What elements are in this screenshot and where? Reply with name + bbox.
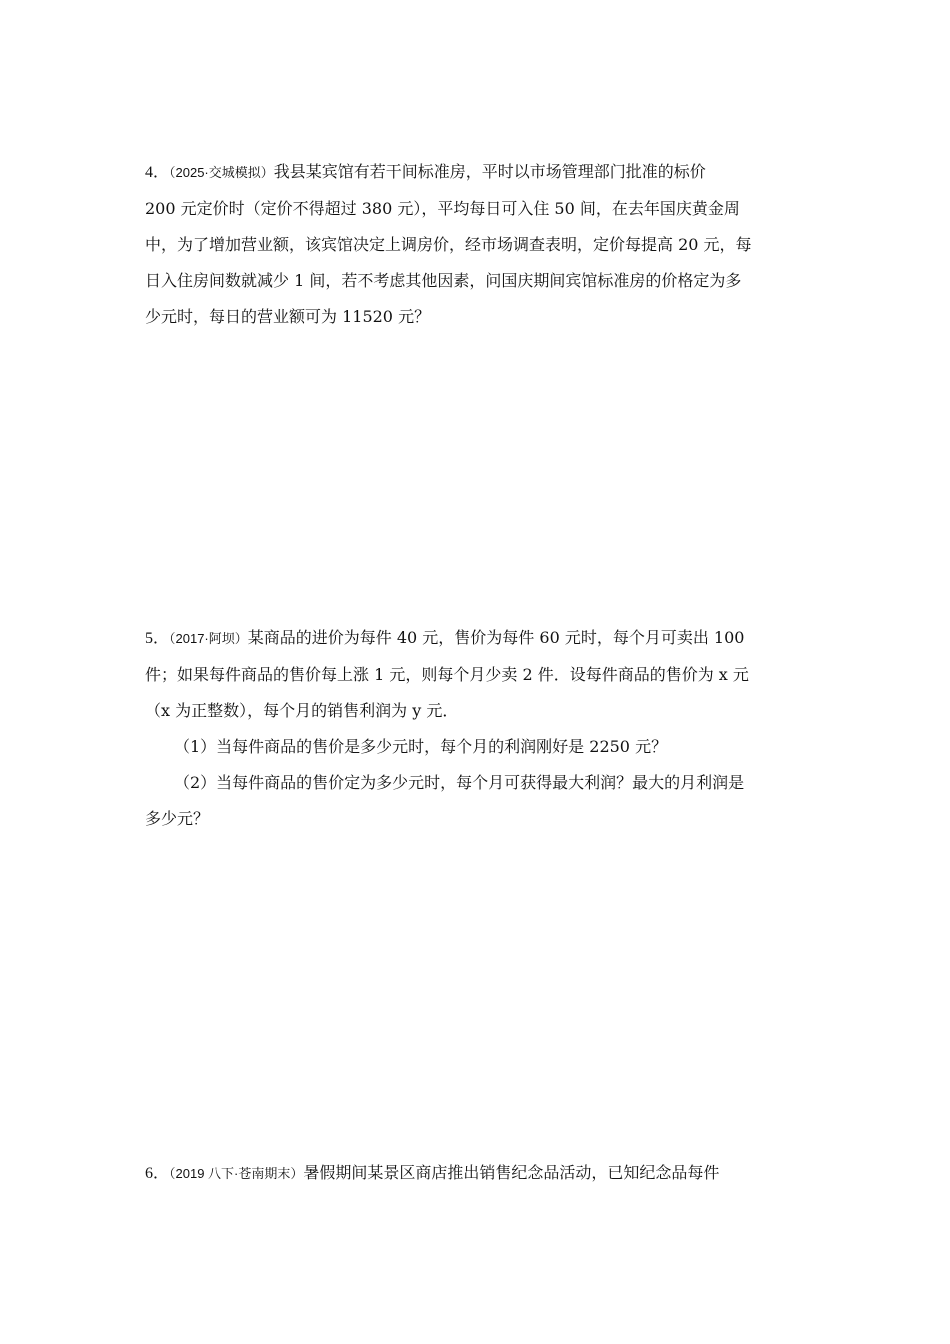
question-number: 6．: [145, 1165, 170, 1182]
question-number: 5．: [145, 630, 170, 647]
question-5: [145, 620, 805, 837]
question-4-line-1: [145, 154, 805, 191]
question-text: 暑假期间某景区商店推出销售纪念品活动，已知纪念品每件: [303, 1163, 720, 1182]
question-source: （2019 八下·苍南期末）: [169, 1166, 304, 1181]
question-text: 某商品的进价为每件 40 元，售价为每件 60 元时，每个月可卖出 100: [247, 628, 745, 647]
question-5-subquestion-1: （1）当每件商品的售价是多少元时，每个月的利润刚好是 2250 元？: [174, 737, 668, 756]
question-5-subquestion-2-line-1: （2）当每件商品的售价定为多少元时，每个月可获得最大利润？最大的月利润是: [174, 773, 745, 792]
question-4-line-2: 200 元定价时（定价不得超过 380 元），平均每日可入住 50 间，在去年国庆黄金周: [145, 199, 740, 218]
question-5-subquestion-2-line-2: 多少元？: [145, 809, 210, 828]
question-source: （2025·交城模拟）: [169, 165, 274, 180]
question-source: （2017·阿坝）: [169, 631, 248, 646]
question-4-line-5: 少元时，每日的营业额可为 11520 元？: [145, 307, 431, 326]
question-5-line-1: [145, 620, 805, 657]
question-6: [145, 1155, 805, 1192]
question-5-line-3: （x 为正整数），每个月的销售利润为 y 元．: [145, 701, 459, 720]
question-6-line-1: [145, 1155, 805, 1192]
question-text: 我县某宾馆有若干间标准房，平时以市场管理部门批准的标价: [273, 162, 706, 181]
question-4: [145, 154, 805, 335]
question-number: 4．: [145, 164, 170, 181]
question-4-line-4: 日入住房间数就减少 1 间，若不考虑其他因素，问国庆期间宾馆标准房的价格定为多: [145, 271, 742, 290]
question-4-line-3: 中，为了增加营业额，该宾馆决定上调房价，经市场调查表明，定价每提高 20 元，每: [145, 235, 752, 254]
question-5-line-2: 件；如果每件商品的售价每上涨 1 元，则每个月少卖 2 件．设每件商品的售价为 x 元: [145, 665, 749, 684]
